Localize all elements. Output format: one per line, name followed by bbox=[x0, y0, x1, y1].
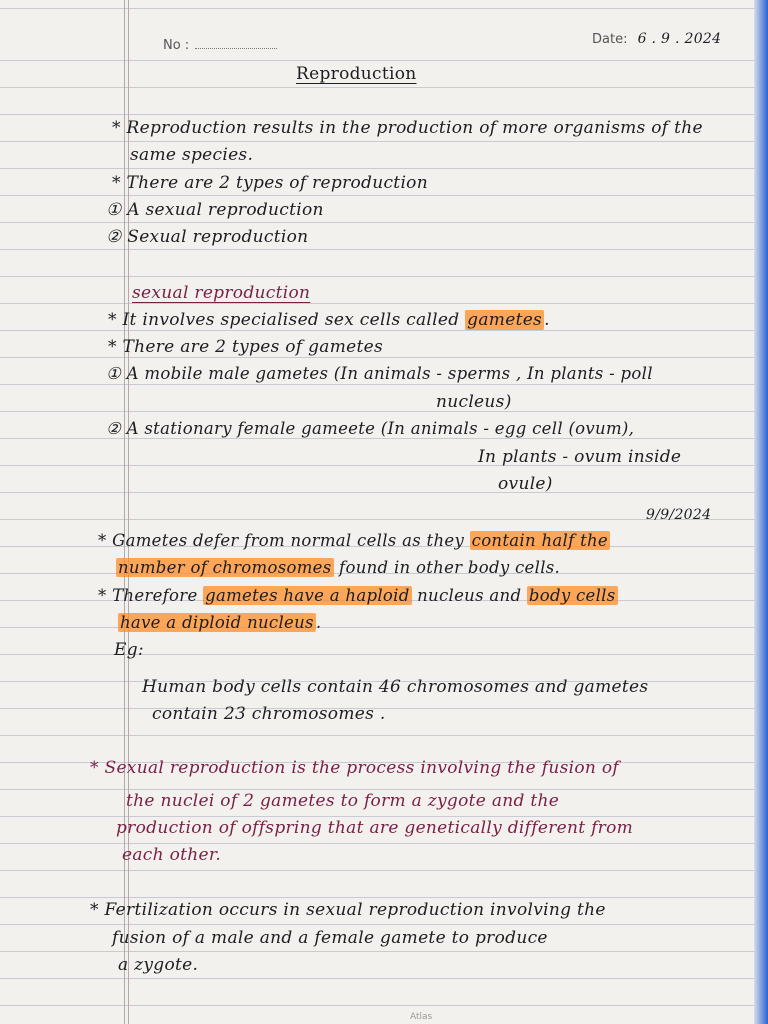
s3-line-1-text: * Gametes defer from normal cells as they bbox=[98, 531, 465, 550]
no-blank bbox=[195, 48, 277, 49]
margin-line-right bbox=[128, 0, 129, 1024]
s3-highlight-diploid: have a diploid nucleus bbox=[120, 613, 314, 632]
s5-line-2: fusion of a male and a female gamete to produce bbox=[112, 928, 548, 948]
s3-date: 9/9/2024 bbox=[646, 507, 712, 523]
no-field bbox=[163, 38, 277, 53]
s2-line-2: * There are 2 types of gametes bbox=[108, 337, 384, 357]
s3-line-2-text: found in other body cells. bbox=[339, 558, 561, 577]
s3-highlight-body-cells: body cells bbox=[528, 586, 616, 605]
s5-line-3: a zygote. bbox=[118, 955, 199, 975]
s5-line-1: * Fertilization occurs in sexual reproduction involving the bbox=[90, 900, 606, 920]
no-label: No : bbox=[163, 38, 190, 53]
s2-line-1-text: * It involves specialised sex cells called bbox=[108, 310, 460, 330]
notebook-brand: Atlas bbox=[410, 1012, 433, 1022]
s3-line-4-end: . bbox=[315, 613, 322, 632]
s2-line-1 bbox=[108, 312, 550, 329]
s4-line-4: each other. bbox=[122, 845, 222, 865]
s3-highlight-haploid: gametes have a haploid bbox=[205, 586, 410, 605]
date-field bbox=[592, 32, 721, 47]
s3-line-4 bbox=[118, 615, 321, 632]
margin-line-left bbox=[124, 0, 125, 1024]
s2-heading: sexual reproduction bbox=[132, 283, 311, 303]
s1-line-2: same species. bbox=[130, 145, 254, 165]
date-label: Date: bbox=[592, 32, 628, 47]
s2-line-6: In plants - ovum inside bbox=[478, 447, 682, 467]
s3-eg: Eg: bbox=[114, 640, 144, 660]
s3-line-5: Human body cells contain 46 chromosomes and gametes bbox=[142, 677, 649, 697]
s2-line-7: ovule) bbox=[498, 474, 553, 494]
s2-line-5: ② A stationary female gameete (In animals - egg cell (ovum), bbox=[106, 419, 635, 438]
s2-line-1-end: . bbox=[544, 310, 550, 330]
s1-line-5: ② Sexual reproduction bbox=[106, 227, 309, 247]
s1-line-4: ① A sexual reproduction bbox=[106, 200, 324, 220]
s3-line-3-text: * Therefore bbox=[98, 586, 198, 605]
s3-line-2 bbox=[116, 560, 560, 577]
s4-line-1: * Sexual reproduction is the process involving the fusion of bbox=[90, 758, 619, 778]
s4-line-3: production of offspring that are genetically different from bbox=[116, 818, 634, 838]
s3-highlight-chromosomes: number of chromosomes bbox=[118, 558, 332, 577]
page-edge bbox=[754, 0, 768, 1024]
s2-line-3: ① A mobile male gametes (In animals - sperms , In plants - poll bbox=[106, 364, 653, 383]
s1-line-1: * Reproduction results in the production of more organisms of the bbox=[112, 118, 703, 138]
s3-line-3-mid: nucleus and bbox=[417, 586, 522, 605]
s3-line-3 bbox=[98, 588, 618, 605]
date-value: 6 . 9 . 2024 bbox=[637, 31, 722, 47]
s3-line-1 bbox=[98, 533, 610, 550]
s1-line-3: * There are 2 types of reproduction bbox=[112, 173, 428, 193]
s3-line-6: contain 23 chromosomes . bbox=[152, 704, 386, 724]
s4-line-2: the nuclei of 2 gametes to form a zygote and the bbox=[126, 791, 560, 811]
s2-highlight-gametes: gametes bbox=[467, 310, 543, 330]
s3-highlight-half: contain half the bbox=[471, 531, 608, 550]
page-title: Reproduction bbox=[296, 64, 417, 84]
s2-line-4: nucleus) bbox=[436, 392, 512, 412]
